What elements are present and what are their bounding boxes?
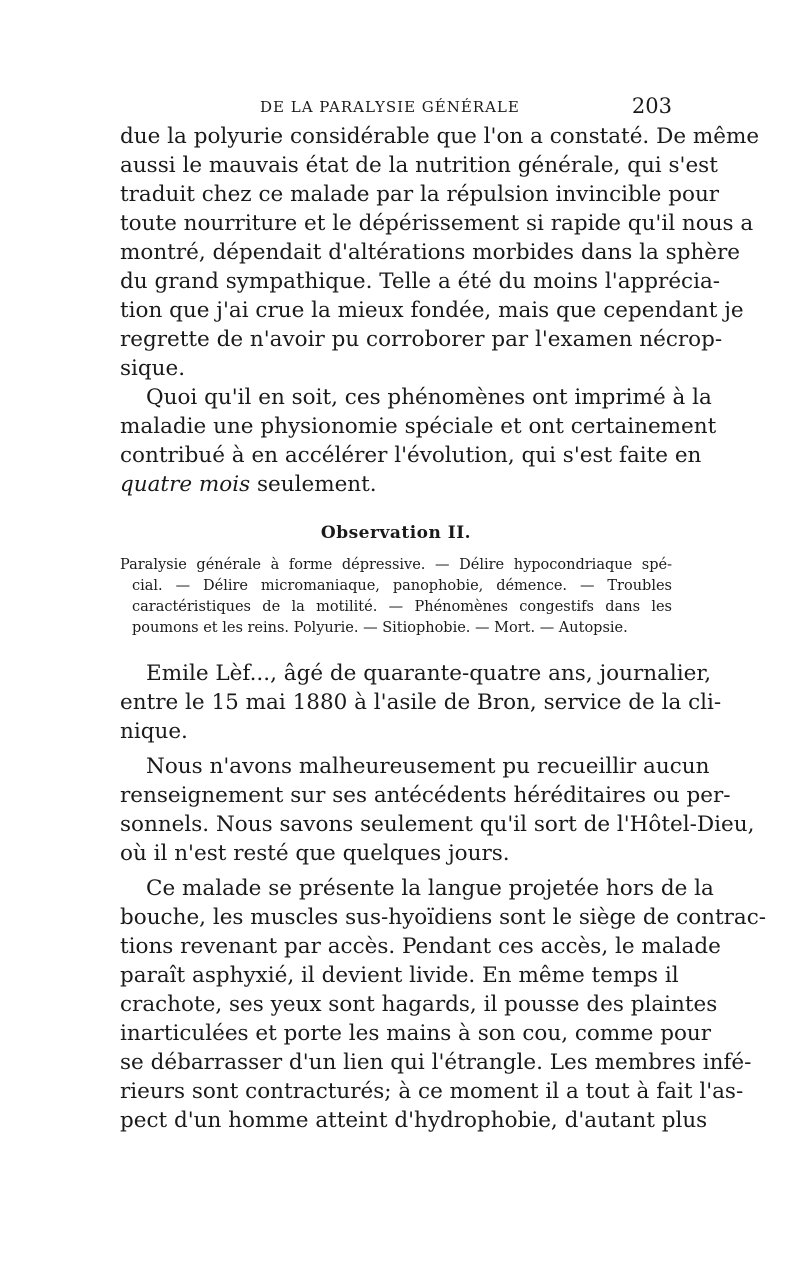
text-line: toute nourriture et le dépérissement si rapide qu'il nous a <box>120 211 754 236</box>
text-line: rieurs sont contracturés; à ce moment il a tout à fait l'as- <box>120 1079 744 1104</box>
summary-line: cial. — Délire micromaniaque, panophobie, démence. — Troubles <box>132 578 672 594</box>
text-line: bouche, les muscles sus-hyoïdiens sont le siège de contrac- <box>120 905 767 930</box>
running-head <box>120 92 672 122</box>
text-line: due la polyurie considérable que l'on a constaté. De même <box>120 124 760 149</box>
paragraph <box>120 752 755 868</box>
book-page <box>120 92 767 1135</box>
text-line: où il n'est resté que quelques jours. <box>120 841 510 866</box>
summary-line: Paralysie générale à forme dépressive. — Délire hypocondriaque spé- <box>120 557 672 573</box>
text-line: renseignement sur ses antécédents héréditaires ou per- <box>120 783 731 808</box>
text-line: tion que j'ai crue la mieux fondée, mais que cependant je <box>120 298 744 323</box>
paragraph <box>120 383 717 499</box>
text-line: se débarrasser d'un lien qui l'étrangle. Les membres infé- <box>120 1050 752 1075</box>
observation-title: Observation II. <box>320 523 472 543</box>
text-line: pect d'un homme atteint d'hydrophobie, d'autant plus <box>120 1108 708 1133</box>
paragraph <box>120 874 767 1135</box>
summary-line: poumons et les reins. Polyurie. — Sitiophobie. — Mort. — Autopsie. <box>132 620 628 636</box>
text-line <box>120 470 672 499</box>
text-line: traduit chez ce malade par la répulsion invincible pour <box>120 182 720 207</box>
text-line: sonnels. Nous savons seulement qu'il sort de l'Hôtel-Dieu, <box>120 812 755 837</box>
text-line: entre le 15 mai 1880 à l'asile de Bron, service de la cli- <box>120 690 722 715</box>
text-line: aussi le mauvais état de la nutrition générale, qui s'est <box>120 153 718 178</box>
text-line: regrette de n'avoir pu corroborer par l'examen nécrop- <box>120 327 723 352</box>
text-line: tions revenant par accès. Pendant ces accès, le malade <box>120 934 721 959</box>
text-run: seulement. <box>250 472 377 497</box>
observation-summary <box>120 555 672 639</box>
text-line: montré, dépendait d'altérations morbides dans la sphère <box>120 240 741 265</box>
page-number: 203 <box>631 94 672 118</box>
paragraph-continued <box>120 122 760 383</box>
text-line: maladie une physionomie spéciale et ont certainement <box>120 414 717 439</box>
text-line: inarticulées et porte les mains à son cou, comme pour <box>120 1021 712 1046</box>
summary-line: caractéristiques de la motilité. — Phénomènes congestifs dans les <box>132 599 672 615</box>
italic-text: quatre mois <box>120 472 251 497</box>
text-line: Nous n'avons malheureusement pu recueillir aucun <box>146 754 710 779</box>
text-line: crachote, ses yeux sont hagards, il pousse des plaintes <box>120 992 718 1017</box>
text-line: paraît asphyxié, il devient livide. En même temps il <box>120 963 679 988</box>
text-line: nique. <box>120 719 188 744</box>
text-line: Ce malade se présente la langue projetée hors de la <box>146 876 714 901</box>
text-line: sique. <box>120 356 186 381</box>
text-line: Quoi qu'il en soit, ces phénomènes ont imprimé à la <box>146 385 712 410</box>
paragraph <box>120 659 722 746</box>
text-line: du grand sympathique. Telle a été du moins l'apprécia- <box>120 269 721 294</box>
running-title: DE LA PARALYSIE GÉNÉRALE <box>260 98 520 116</box>
text-line: contribué à en accélérer l'évolution, qui s'est faite en <box>120 443 702 468</box>
text-line: Emile Lèf..., âgé de quarante-quatre ans, journalier, <box>146 661 712 686</box>
